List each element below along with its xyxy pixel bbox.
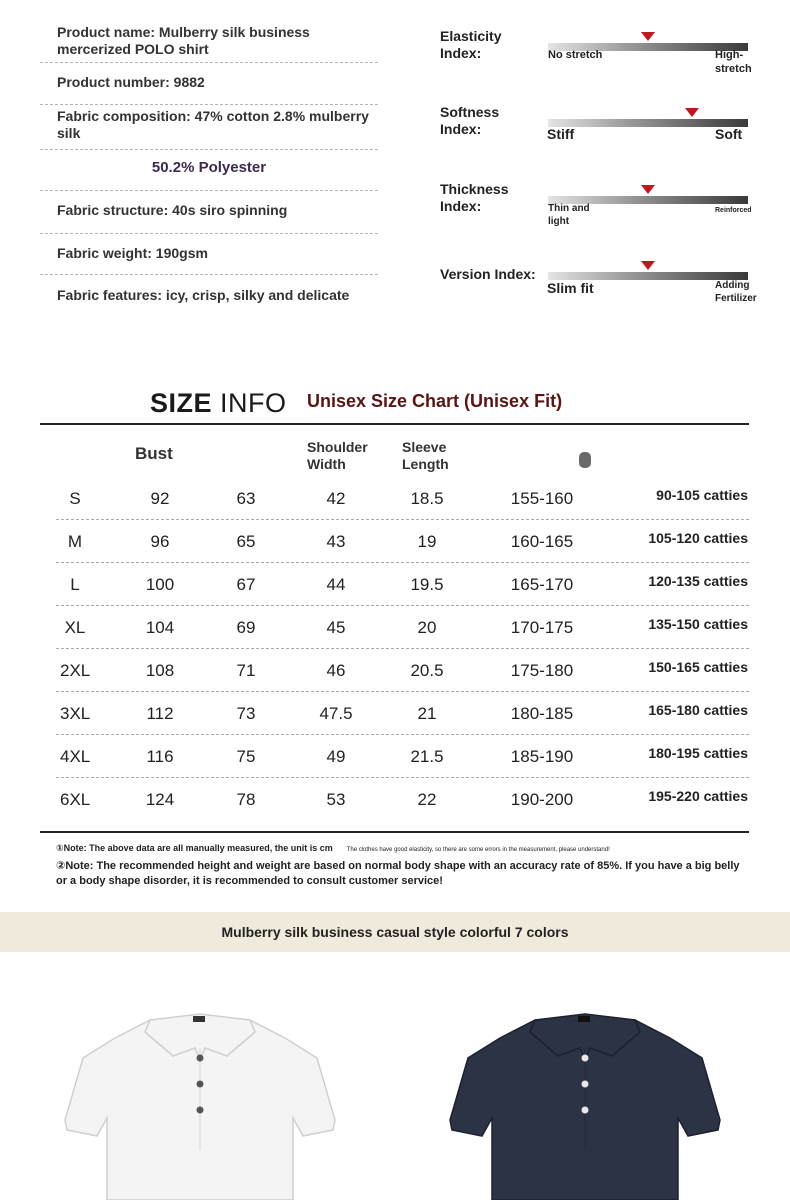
cell-sleeve: 18.5: [410, 489, 444, 508]
cell-size: 4XL: [60, 747, 91, 766]
cell-height: 155-160: [510, 489, 574, 508]
cell-length: 69: [236, 618, 256, 637]
index-title: Version Index:: [440, 266, 536, 282]
cell-height: 185-190: [510, 747, 574, 766]
table-row: [40, 735, 749, 778]
cell-bust: 100: [145, 575, 175, 594]
cell-weight: 90-105 catties: [656, 487, 748, 503]
cell-size: S: [69, 489, 81, 508]
cell-height: 170-175: [510, 618, 574, 637]
index-title: Thickness Index:: [440, 181, 509, 214]
table-row: [40, 563, 749, 606]
index-left-label: No stretch: [548, 49, 603, 61]
index-left-label: Slim fit: [547, 280, 594, 296]
cell-sleeve: 20.5: [410, 661, 444, 680]
table-top-rule: [40, 423, 749, 425]
cell-shoulder: 46: [326, 661, 346, 680]
cell-shoulder: 47.5: [319, 704, 353, 723]
cell-sleeve: 22: [417, 790, 437, 809]
colors-banner: Mulberry silk business casual style colorful 7 colors: [0, 912, 790, 952]
cell-shoulder: 43: [326, 532, 346, 551]
cell-height: 190-200: [510, 790, 574, 809]
index-marker-icon: [641, 32, 655, 41]
cell-weight: 195-220 catties: [648, 788, 748, 804]
divider: [40, 274, 378, 275]
measurement-note: [56, 843, 610, 854]
table-row: [40, 649, 749, 692]
measurement-note-text: ①Note: The above data are all manually measured, the unit is cm: [56, 843, 333, 853]
cell-size: L: [70, 575, 80, 594]
fabric-weight: Fabric weight: 190gsm: [57, 245, 208, 261]
cell-height: 180-185: [510, 704, 574, 723]
cell-bust: 124: [145, 790, 175, 809]
size-info-title-bold: SIZE: [150, 388, 213, 418]
product-name: Product name: Mulberry silk business mercerized POLO shirt: [57, 24, 310, 57]
recommendation-note: ②Note: The recommended height and weight are based on normal body shape with an accuracy rate of 85%. If you have a big belly or a body shape disorder, it is recommended to consult customer service!: [56, 860, 740, 887]
fabric-features: Fabric features: icy, crisp, silky and delicate: [57, 287, 350, 303]
header-bust: Bust: [135, 444, 173, 463]
index-title: Elasticity Index:: [440, 28, 502, 61]
cell-size: 6XL: [60, 790, 91, 809]
cell-shoulder: 49: [326, 747, 346, 766]
divider: [40, 233, 378, 234]
cell-bust: 108: [145, 661, 175, 680]
fabric-structure: Fabric structure: 40s siro spinning: [57, 202, 288, 218]
cell-bust: 116: [146, 747, 174, 766]
index-title: Softness Index:: [440, 104, 500, 137]
divider: [40, 104, 378, 105]
cell-size: 3XL: [60, 704, 91, 723]
table-row: [40, 520, 749, 563]
cell-length: 63: [236, 489, 256, 508]
cell-bust: 96: [150, 532, 170, 551]
header-shoulder-width: Shoulder Width: [307, 439, 368, 472]
white-polo-shirt-image: [55, 1000, 345, 1200]
index-right-label: Adding Fertilizer: [715, 280, 757, 304]
weight-icon: [579, 452, 591, 468]
size-info-title: [150, 388, 287, 419]
cell-shoulder: 53: [326, 790, 346, 809]
divider: [40, 62, 378, 63]
table-bottom-rule: [40, 831, 749, 833]
table-row: [40, 606, 749, 649]
cell-height: 175-180: [510, 661, 574, 680]
table-row: [40, 778, 749, 821]
table-row: [40, 477, 749, 520]
cell-size: M: [67, 532, 83, 551]
cell-weight: 150-165 catties: [648, 659, 748, 675]
index-left-label: Thin and light: [548, 203, 590, 227]
cell-shoulder: 45: [326, 618, 346, 637]
index-marker-icon: [641, 261, 655, 270]
index-marker-icon: [685, 108, 699, 117]
cell-bust: 104: [145, 618, 175, 637]
cell-length: 67: [236, 575, 256, 594]
fabric-composition: Fabric composition: 47% cotton 2.8% mulberry silk: [57, 108, 369, 141]
cell-size: XL: [64, 618, 86, 637]
cell-sleeve: 19: [417, 532, 437, 551]
header-sleeve-length: Sleeve Length: [402, 439, 449, 472]
cell-length: 71: [236, 661, 256, 680]
cell-bust: 112: [146, 704, 174, 723]
size-info-title-light: INFO: [212, 388, 287, 418]
cell-weight: 165-180 catties: [648, 702, 748, 718]
cell-bust: 92: [150, 489, 170, 508]
cell-weight: 105-120 catties: [648, 530, 748, 546]
cell-length: 73: [236, 704, 256, 723]
cell-length: 65: [236, 532, 256, 551]
fabric-composition-cont: 50.2% Polyester: [151, 159, 267, 176]
measurement-note-small: The clothes have good elasticity, so there are some errors in the measurement, please understand!: [346, 847, 610, 853]
product-number: Product number: 9882: [57, 74, 205, 90]
cell-shoulder: 44: [326, 575, 346, 594]
index-marker-icon: [641, 185, 655, 194]
cell-length: 78: [236, 790, 256, 809]
cell-sleeve: 20: [417, 618, 437, 637]
index-right-label: High-stretch: [715, 49, 752, 75]
divider: [40, 149, 378, 150]
index-left-label: Stiff: [547, 126, 575, 142]
cell-sleeve: 21.5: [410, 747, 444, 766]
cell-length: 75: [236, 747, 256, 766]
cell-weight: 180-195 catties: [648, 745, 748, 761]
cell-shoulder: 42: [326, 489, 346, 508]
index-right-label: Reinforced: [715, 207, 752, 214]
cell-weight: 120-135 catties: [648, 573, 748, 589]
cell-height: 160-165: [510, 532, 574, 551]
cell-sleeve: 21: [417, 704, 437, 723]
divider: [40, 190, 378, 191]
cell-size: 2XL: [60, 661, 91, 680]
cell-height: 165-170: [510, 575, 574, 594]
table-row: [40, 692, 749, 735]
size-chart-subtitle: Unisex Size Chart (Unisex Fit): [307, 391, 563, 411]
index-right-label: Soft: [715, 126, 743, 142]
cell-weight: 135-150 catties: [648, 616, 748, 632]
cell-sleeve: 19.5: [410, 575, 444, 594]
navy-polo-shirt-image: [440, 1000, 730, 1200]
